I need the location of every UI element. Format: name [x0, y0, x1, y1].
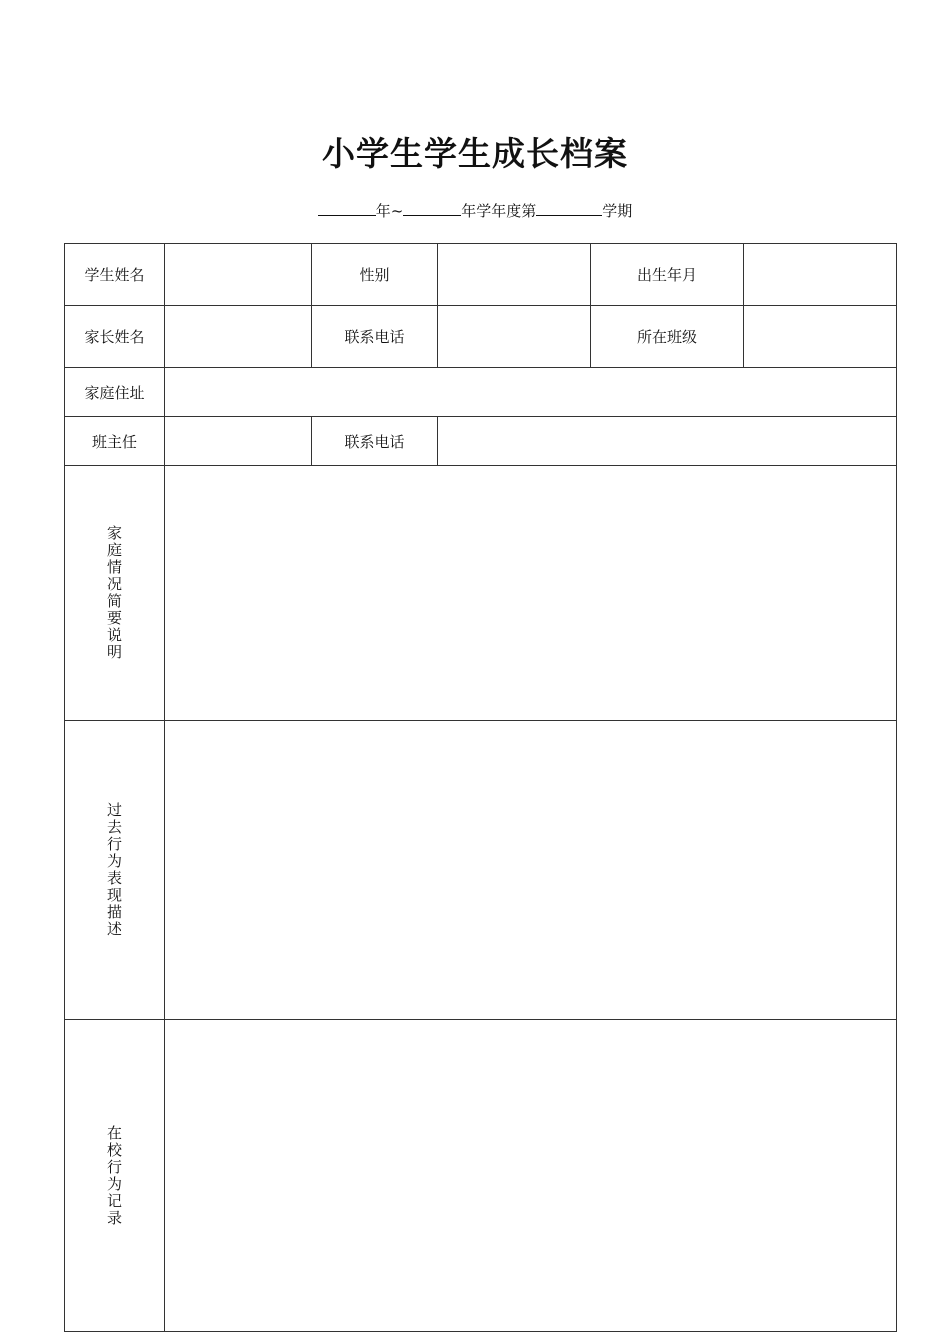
form-row-family-situation	[65, 466, 897, 721]
class-field[interactable]	[744, 306, 897, 368]
parent-phone-label: 联系电话	[312, 306, 438, 368]
past-behavior-label-text: 过去行为表现描述	[106, 801, 122, 938]
school-behavior-label	[65, 1020, 165, 1332]
form-row-parent	[65, 306, 897, 368]
past-behavior-field[interactable]	[165, 721, 897, 1020]
head-teacher-label: 班主任	[65, 417, 165, 466]
term-text-1: 年~	[375, 202, 404, 220]
gender-field[interactable]	[438, 244, 591, 306]
class-label: 所在班级	[591, 306, 744, 368]
term-line	[0, 200, 950, 221]
school-behavior-label-text: 在校行为记录	[106, 1123, 122, 1227]
teacher-phone-label: 联系电话	[312, 417, 438, 466]
semester-blank[interactable]	[536, 200, 602, 216]
gender-label: 性别	[312, 244, 438, 306]
form-row-student	[65, 244, 897, 306]
address-label: 家庭住址	[65, 368, 165, 417]
parent-name-label: 家长姓名	[65, 306, 165, 368]
birth-date-field[interactable]	[744, 244, 897, 306]
parent-phone-field[interactable]	[438, 306, 591, 368]
form-row-school-behavior	[65, 1020, 897, 1332]
past-behavior-label	[65, 721, 165, 1020]
term-text-3: 学期	[602, 202, 633, 220]
family-situation-label	[65, 466, 165, 721]
teacher-phone-field[interactable]	[438, 417, 897, 466]
family-situation-field[interactable]	[165, 466, 897, 721]
student-name-label: 学生姓名	[65, 244, 165, 306]
address-field[interactable]	[165, 368, 897, 417]
school-behavior-field[interactable]	[165, 1020, 897, 1332]
family-situation-label-text: 家庭情况简要说明	[106, 524, 122, 661]
student-name-field[interactable]	[165, 244, 312, 306]
parent-name-field[interactable]	[165, 306, 312, 368]
form-row-teacher	[65, 417, 897, 466]
form-row-address	[65, 368, 897, 417]
birth-date-label: 出生年月	[591, 244, 744, 306]
page-title: 小学生学生成长档案	[322, 134, 628, 173]
year-end-blank[interactable]	[403, 200, 461, 216]
term-text-2: 年学年度第	[461, 202, 537, 220]
growth-record-form	[64, 243, 897, 1332]
head-teacher-field[interactable]	[165, 417, 312, 466]
form-row-past-behavior	[65, 721, 897, 1020]
year-start-blank[interactable]	[318, 200, 376, 216]
